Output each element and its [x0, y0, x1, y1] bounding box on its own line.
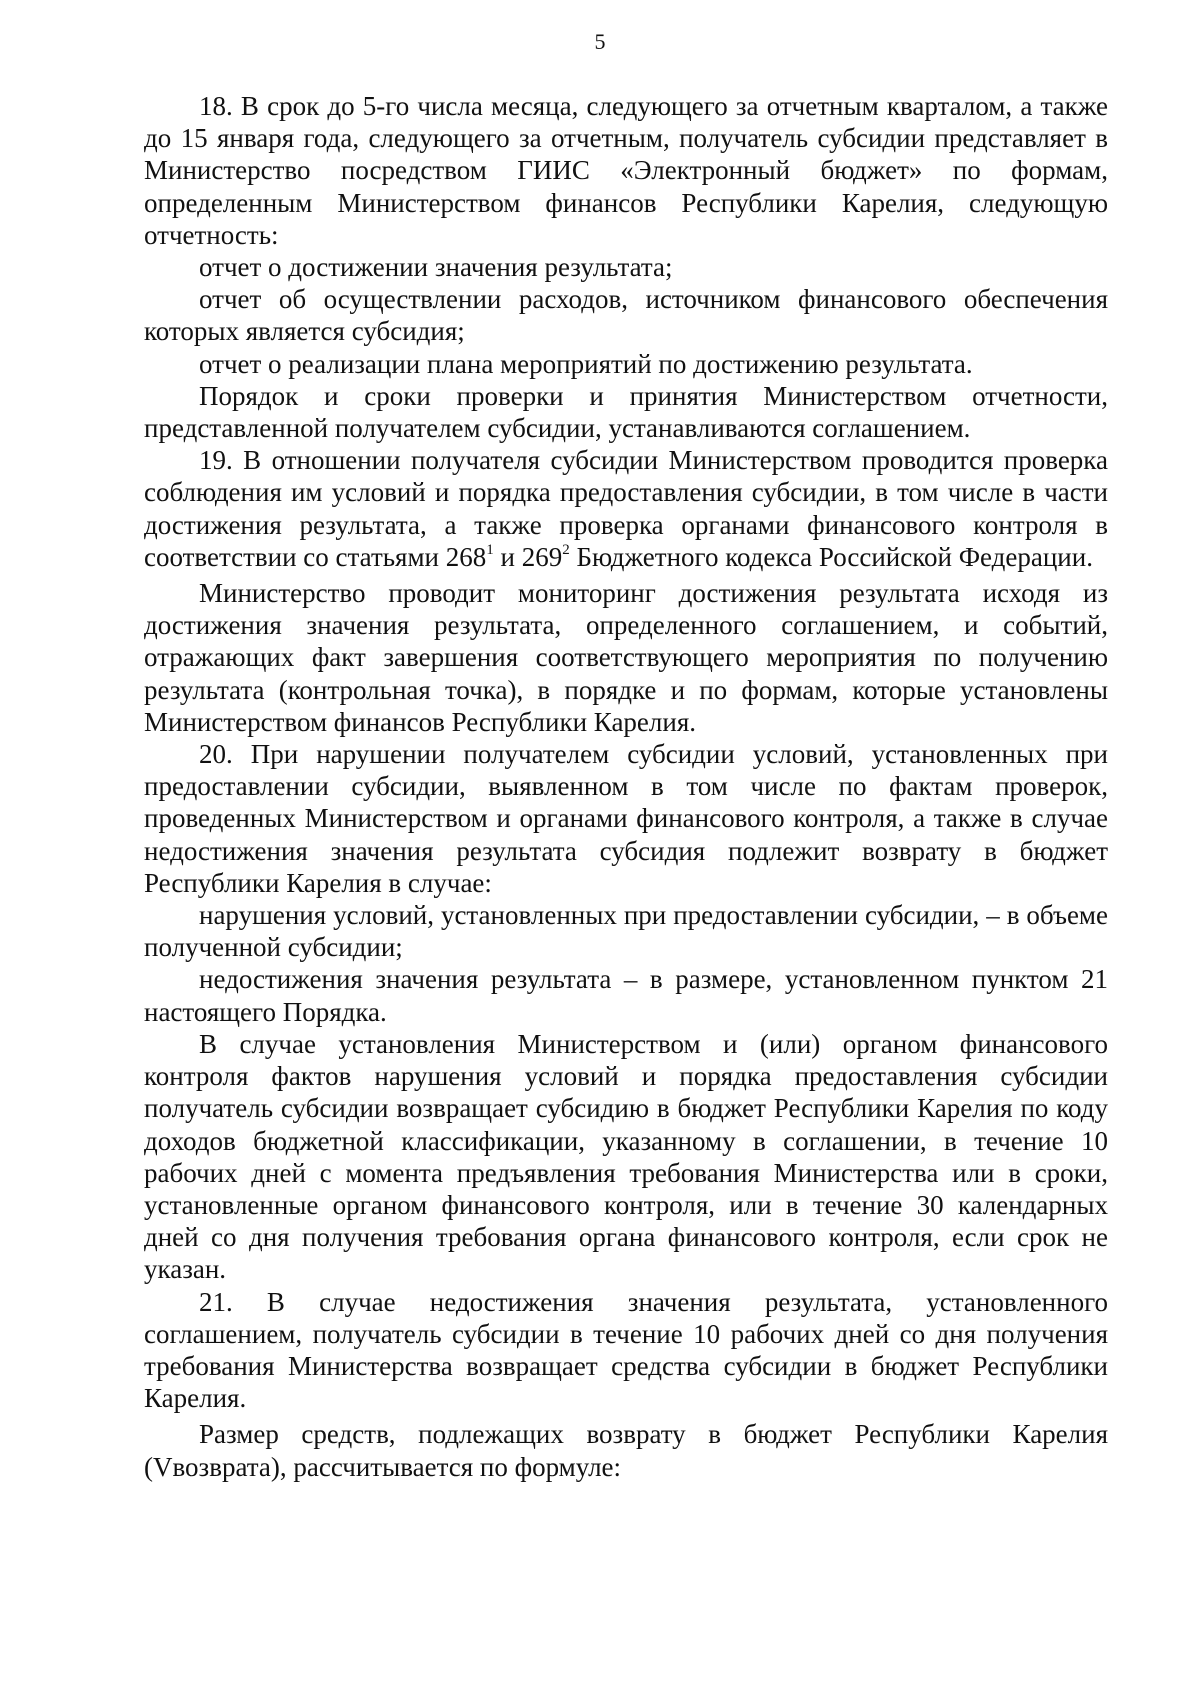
paragraph-18-report-item-1: отчет о достижении значения результата; [199, 252, 673, 283]
paragraph-21: 21. В случае недостижения значения результата, установленного соглашением, получатель субсидии в течение 10 рабочих дней со дня получения требования Министерства возвращает средства субсидии в бюджет Республики Карелия. [144, 1286, 1108, 1414]
page-number: 5 [594, 29, 606, 54]
paragraph-21-formula-intro: Размер средств, подлежащих возврату в бюджет Республики Карелия (Vвозврата), рассчитывается по формуле: [144, 1419, 1108, 1482]
paragraph-20-case-1: нарушения условий, установленных при предоставлении субсидии, – в объеме полученной субсидии; [144, 900, 1108, 963]
paragraph-19 [144, 444, 1108, 573]
paragraph-20-case-2: недостижения значения результата – в размере, установленном пунктом 21 настоящего Порядка. [144, 964, 1108, 1027]
document-body [144, 90, 1108, 1483]
paragraph-19-monitoring: Министерство проводит мониторинг достижения результата исходя из достижения значения результата, определенного соглашением, и событий, отражающих факт завершения соответствующего мероприятия по получению результата (контрольная точка), в порядке и по формам, которые установлены Министерством финансов Республики Карелия. [144, 578, 1108, 737]
paragraph-19-text-part-3: Бюджетного кодекса Российской Федерации. [569, 541, 1093, 572]
superscript-2: 2 [562, 541, 570, 558]
paragraph-19-text-part-1: 19. В отношении получателя субсидии Министерством проводится проверка соблюдения им условий и порядка предоставления субсидии, в том числе в части достижения результата, а также проверка органами финансового контроля в соответствии со статьями 268 [144, 445, 1108, 572]
paragraph-18-report-item-2: отчет об осуществлении расходов, источником финансового обеспечения которых является субсидия; [144, 284, 1108, 347]
paragraph-18-reporting-order: Порядок и сроки проверки и принятия Министерством отчетности, представленной получателем субсидии, устанавливаются соглашением. [144, 380, 1108, 444]
paragraph-19-text-part-2: и 269 [493, 541, 563, 572]
paragraph-18: 18. В срок до 5-го числа месяца, следующего за отчетным кварталом, а также до 15 января года, следующего за отчетным, получатель субсидии представляет в Министерство посредством ГИИС «Электронный бюджет» по формам, определенным Министерством финансов Республики Карелия, следующую отчетность: [144, 91, 1108, 250]
superscript-1: 1 [486, 541, 494, 558]
paragraph-20: 20. При нарушении получателем субсидии условий, установленных при предоставлении субсидии, выявленном в том числе по фактам проверок, проведенных Министерством и органами финансового контроля, а также в случае недостижения значения результата субсидия подлежит возврату в бюджет Республики Карелия в случае: [144, 739, 1108, 898]
paragraph-18-report-item-3: отчет о реализации плана мероприятий по достижению результата. [199, 348, 973, 379]
paragraph-20-return-procedure: В случае установления Министерством и (или) органом финансового контроля фактов нарушения условий и порядка предоставления субсидии получатель субсидии возвращает субсидию в бюджет Республики Карелия по коду доходов бюджетной классификации, указанному в соглашении, в течение 10 рабочих дней с момента предъявления требования Министерства или в сроки, установленные органом финансового контроля, или в течение 30 календарных дней со дня получения требования органа финансового контроля, если срок не указан. [144, 1028, 1108, 1285]
